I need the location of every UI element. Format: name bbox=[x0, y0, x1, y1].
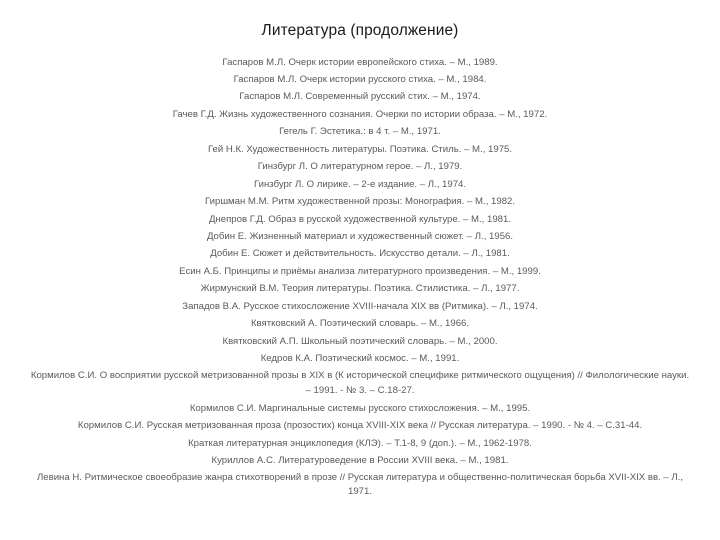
reference-item: Добин Е. Сюжет и действительность. Искусство детали. – Л., 1981. bbox=[210, 248, 510, 260]
reference-item: Краткая литературная энциклопедия (КЛЭ). – Т.1-8, 9 (доп.). – М., 1962-1978. bbox=[188, 437, 532, 449]
reference-item: Днепров Г.Д. Образ в русской художественной культуре. – М., 1981. bbox=[208, 213, 512, 225]
reference-item: Добин Е. Жизненный материал и художественный сюжет. – Л., 1956. bbox=[206, 231, 514, 243]
reference-item: Гаспаров М.Л. Очерк истории русского стиха. – М., 1984. bbox=[233, 73, 487, 85]
reference-item: Гаспаров М.Л. Современный русский стих. – М., 1974. bbox=[239, 91, 481, 103]
slide-title: Литература (продолжение) bbox=[261, 22, 459, 39]
reference-item: Квятковский А. Поэтический словарь. – М., 1966. bbox=[250, 318, 470, 330]
reference-item: Куриллов А.С. Литературоведение в России XVIII века. – М., 1981. bbox=[211, 455, 509, 467]
reference-item: Гинзбург Л. О литературном герое. – Л., 1979. bbox=[257, 161, 463, 173]
reference-item: Кормилов С.И. Русская метризованная проза (прозостих) конца XVIII-XIX века // Русская литература. – 1990. - № 4. – С.31-44. bbox=[77, 420, 643, 432]
reference-item: Левина Н. Ритмическое своеобразие жанра стихотворений в прозе // Русская литература и общественно-политическая борьба XVII-XIX вв. – Л., 1971. bbox=[36, 471, 684, 498]
reference-item: Гиршман М.М. Ритм художественной прозы: Монография. – М., 1982. bbox=[204, 196, 516, 208]
reference-item: Кормилов С.И. О восприятии русской метризованной прозы в XIX в (К исторической специфике ритмического ощущения) // Филологические науки. – 1991. - № 3. – С.18-27. bbox=[30, 370, 690, 396]
reference-item: Западов В.А. Русское стихосложение XVIII-начала XIX вв (Ритмика). – Л., 1974. bbox=[182, 300, 538, 312]
reference-item: Квятковский А.П. Школьный поэтический словарь. – М., 2000. bbox=[222, 335, 498, 347]
reference-item: Гей Н.К. Художественность литературы. Поэтика. Стиль. – М., 1975. bbox=[207, 143, 513, 155]
reference-item: Гаспаров М.Л. Очерк истории европейского стиха. – М., 1989. bbox=[222, 56, 498, 68]
reference-item: Гачев Г.Д. Жизнь художественного сознания. Очерки по истории образа. – М., 1972. bbox=[172, 108, 548, 120]
reference-item: Жирмунский В.М. Теория литературы. Поэтика. Стилистика. – Л., 1977. bbox=[200, 283, 520, 295]
reference-item: Гегель Г. Эстетика.: в 4 т. – М., 1971. bbox=[279, 126, 441, 138]
reference-item: Гинзбург Л. О лирике. – 2-е издание. – Л., 1974. bbox=[253, 178, 467, 190]
reference-item: Есин А.Б. Принципы и приёмы анализа литературного произведения. – М., 1999. bbox=[179, 265, 541, 277]
reference-item: Кормилов С.И. Маргинальные системы русского стихосложения. – М., 1995. bbox=[189, 402, 531, 414]
reference-list bbox=[30, 54, 690, 502]
reference-item: Кедров К.А. Поэтический космос. – М., 1991. bbox=[260, 353, 460, 365]
